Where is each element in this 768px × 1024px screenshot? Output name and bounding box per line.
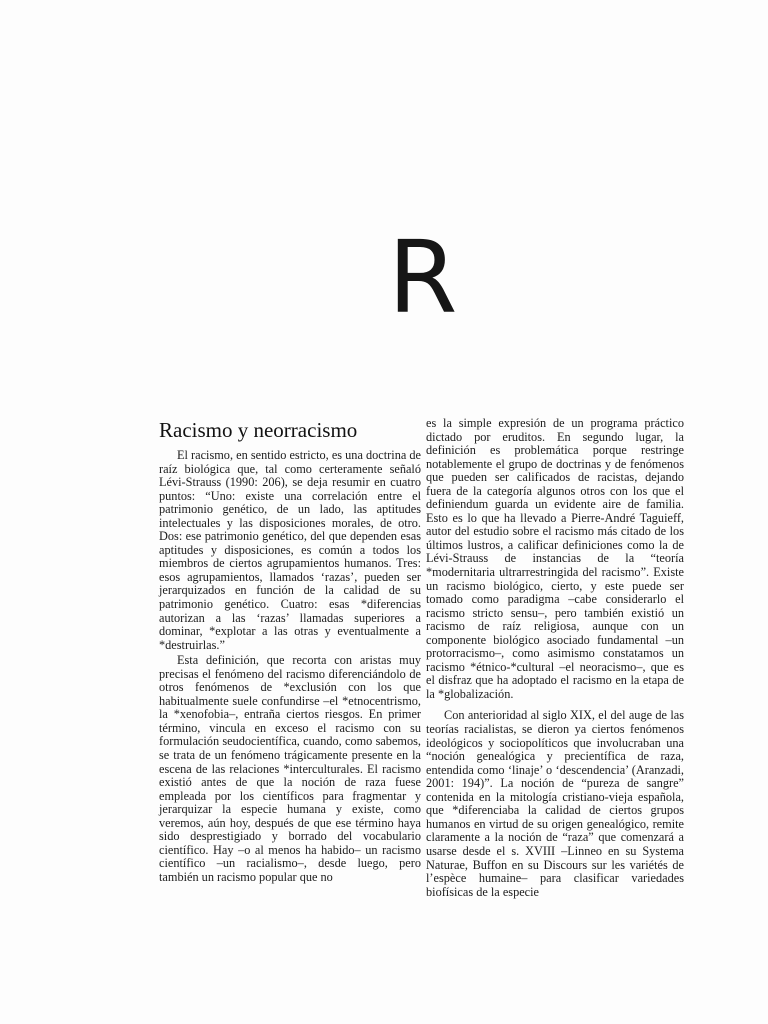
paragraph: Con anterioridad al siglo XIX, el del auge de las teorías racialistas, se dieron ya ciertos fenómenos ideológicos y sociopolíticos que involucraban una “noción genealógica y precientífica de raza, entendida como ‘linaje’ o ‘descendencia’ (Aranzadi, 2001: 194)”. La noción de “pureza de sangre” contenida en la mitología cristiano-vieja española, que *diferenciaba la calidad de ciertos grupos humanos en virtud de su origen genealógico, remite claramente a la noción de “raza” que comenzará a usarse desde el s. XVIII –Linneo en su Systema Naturae, Buffon en su Discours sur les variétés de l’espèce humaine– para clasificar variedades biofísicas de la especie <box>426 708 684 899</box>
article-title: Racismo y neorracismo <box>159 418 358 442</box>
right-column <box>426 417 684 899</box>
paragraph: es la simple expresión de un programa práctico dictado por eruditos. En segundo lugar, la definición es problemática porque restringe notablemente el grupo de doctrinas y de fenómenos que pueden ser calificados de racistas, dejando fuera de la categoría algunos otros con los que el definiendum guarda un evidente aire de familia. Esto es lo que ha llevado a Pierre-André Taguieff, autor del estudio sobre el racismo más citado de los últimos lustros, a calificar definiciones como la de Lévi-Strauss de instancias de la “teoría *modernitaria ultrarrestringida del racismo”. Existe un racismo biológico, cierto, y este puede ser tomado como paradigma –cabe considerarlo el racismo stricto sensu–, pero también existió un racismo de raíz religiosa, aunque con un componente biológico asociado fundamental –un protorracismo–, como asimismo constatamos un racismo *étnico-*cultural –el neoracismo–, que es el disfraz que ha adoptado el racismo en la etapa de la *globalización. <box>426 416 684 701</box>
paragraph: El racismo, en sentido estricto, es una doctrina de raíz biológica que, tal como certeramente señaló Lévi-Strauss (1990: 206), se deja resumir en cuatro puntos: “Uno: existe una correlación entre el patrimonio genético, de un lado, las aptitudes intelectuales y las disposiciones morales, de otro. Dos: ese patrimonio genético, del que dependen esas aptitudes y disposiciones, es común a todos los miembros de ciertos agrupamientos humanos. Tres: esos agrupamientos, llamados ‘razas’, pueden ser jerarquizados en función de la calidad de su patrimonio genético. Cuatro: esas *diferencias autorizan a las ‘razas’ llamadas superiores a dominar, *explotar a las otras y eventualmente a *destruirlas.” <box>159 448 421 652</box>
paragraph: Esta definición, que recorta con aristas muy precisas el fenómeno del racismo diferenciándolo de otros fenómenos de *exclusión con los que habitualmente suele confundirse –el *etnocentrismo, la *xenofobia–, entraña ciertos riesgos. En primer término, vincula en exceso el racismo con su formulación seudocientífica, cuando, como sabemos, se trata de un fenómeno trágicamente presente en la escena de las relaciones *interculturales. El racismo existió antes de que la noción de raza fuese empleada por los científicos para fragmentar y jerarquizar la especie humana y existe, como veremos, aún hoy, después de que ese término haya sido desprestigiado y borrado del vocabulario científico. Hay –o al menos ha habido– un racismo científico –un racialismo–, desde luego, pero también un racismo popular que no <box>159 653 421 884</box>
left-column <box>159 417 421 885</box>
section-letter: R <box>388 219 458 336</box>
